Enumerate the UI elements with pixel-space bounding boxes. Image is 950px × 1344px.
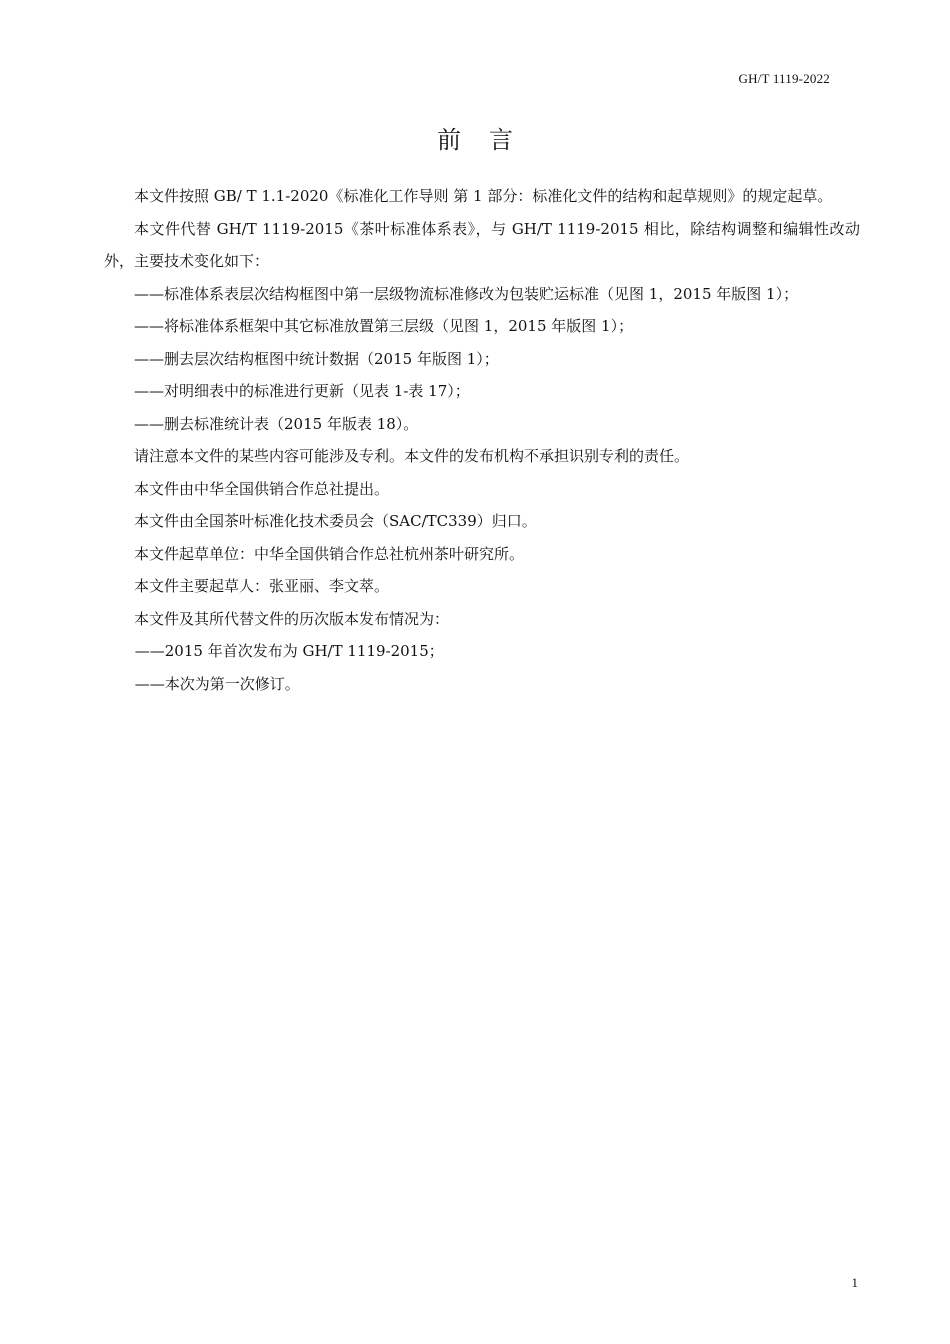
list-item: ——本次为第一次修订。 bbox=[134, 674, 300, 693]
changes-list bbox=[104, 278, 860, 441]
paragraph-patent-notice: 请注意本文件的某些内容可能涉及专利。本文件的发布机构不承担识别专利的责任。 bbox=[134, 447, 690, 465]
document-code: GH/T 1119-2022 bbox=[738, 71, 830, 86]
list-item: ——删去标准统计表（2015 年版表 18）。 bbox=[134, 414, 419, 433]
paragraph-drafting-basis: 本文件按照 GB/ T 1.1-2020《标准化工作导则 第 1 部分：标准化文件的结构和起草规则》的规定起草。 bbox=[134, 187, 833, 205]
list-item: ——删去层次结构框图中统计数据（2015 年版图 1）； bbox=[134, 349, 499, 368]
page-number: 1 bbox=[851, 1275, 858, 1290]
paragraph-drafting-unit: 本文件起草单位：中华全国供销合作总社杭州茶叶研究所。 bbox=[134, 544, 525, 563]
paragraph-proposer: 本文件由中华全国供销合作总社提出。 bbox=[134, 479, 390, 498]
paragraph-drafters: 本文件主要起草人：张亚丽、李文萃。 bbox=[134, 577, 390, 595]
list-item: ——对明细表中的标准进行更新（见表 1-表 17）； bbox=[134, 382, 470, 400]
history-list bbox=[104, 635, 860, 700]
paragraph-committee: 本文件由全国茶叶标准化技术委员会（SAC/TC339）归口。 bbox=[134, 512, 537, 530]
page-title: 前言 bbox=[437, 126, 541, 154]
document-body bbox=[104, 180, 860, 700]
list-item: ——2015 年首次发布为 GH/T 1119-2015； bbox=[134, 642, 444, 660]
list-item: ——标准体系表层次结构框图中第一层级物流标准修改为包装贮运标准（见图 1，2015 年版图 1）； bbox=[134, 284, 799, 303]
paragraph-version-history: 本文件及其所代替文件的历次版本发布情况为： bbox=[134, 609, 450, 628]
list-item: ——将标准体系框架中其它标准放置第三层级（见图 1，2015 年版图 1）； bbox=[134, 317, 634, 335]
paragraph-replacement: 本文件代替 GH/T 1119-2015《茶叶标准体系表》，与 GH/T 1119-2015 相比，除结构调整和编辑性改动外，主要技术变化如下： bbox=[104, 219, 860, 270]
